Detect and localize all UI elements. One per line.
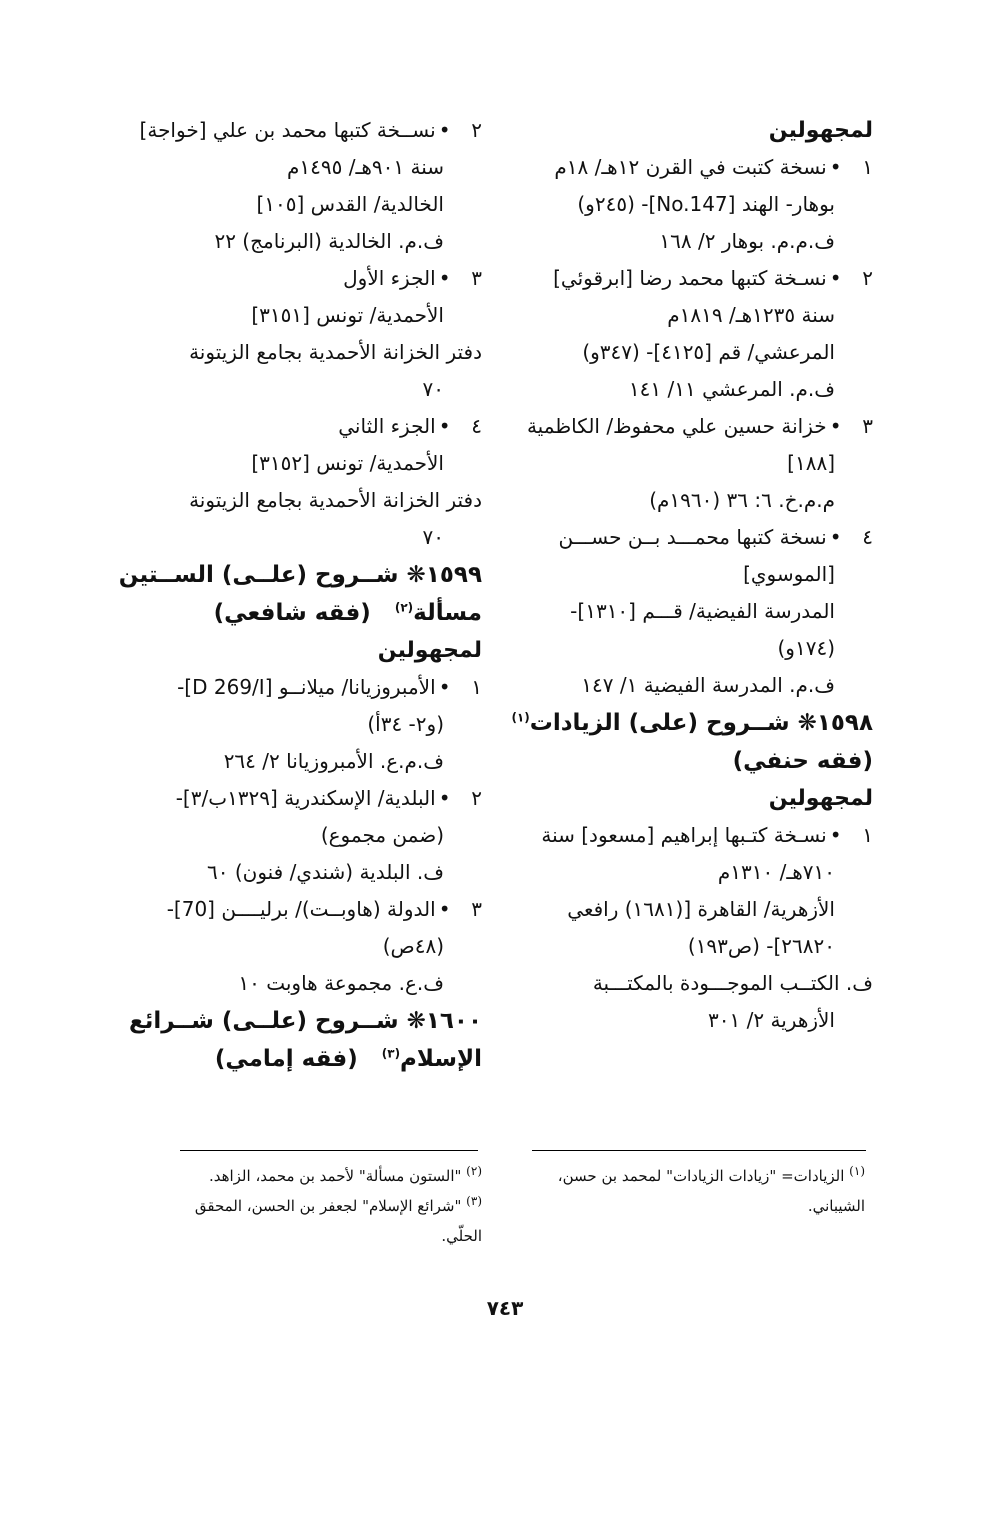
footnote: [520, 1191, 865, 1221]
detail-text: ف.م.م. بوهار ٢/ ١٦٨: [659, 229, 835, 253]
item-text: خزانة حسين علي محفوظ/ الكاظمية: [526, 414, 827, 438]
detail-text: المدرسة الفيضية/ قـــم [١٣١٠]-: [570, 599, 835, 623]
item-detail: [142, 371, 482, 408]
item-number: ١: [862, 823, 873, 847]
detail-text: سنة ١٢٣٥هـ/ ١٨١٩م: [667, 303, 835, 327]
item-text: الدولة (هاوبــت)/ برليــــن [70]-: [166, 897, 436, 921]
footnote-ref: (١): [511, 710, 530, 725]
item-detail: [528, 593, 873, 630]
item-detail: [142, 965, 482, 1002]
entry-title: [511, 704, 873, 742]
item-text: البلدية/ الإسكندرية [١٣٢٩ب/٣]-: [175, 786, 436, 810]
footnote: [150, 1161, 482, 1191]
bullet-icon: •: [438, 266, 451, 290]
detail-text: [١٨٨]: [787, 451, 835, 475]
detail-text: ٧١٠هـ/ ١٣١٠م: [717, 860, 835, 884]
detail-text: ف.م. المدرسة الفيضية ١/ ١٤٧: [581, 673, 835, 697]
detail-text: ف.ع. مجموعة هاوبت ١٠: [238, 971, 444, 995]
footnote-text: "الستون مسألة" لأحمد بن محمد، الزاهد.: [208, 1167, 462, 1185]
footnotes-right: [520, 1161, 865, 1221]
detail-text: الأحمدية/ تونس [٣١٥٢]: [251, 451, 444, 475]
footnote-text: "شرائع الإسلام" لجعفر بن الحسن، المحقق الحلّي.: [194, 1197, 482, 1245]
item-number: ٢: [862, 266, 873, 290]
footnote-ref: (٣): [381, 1046, 401, 1061]
bullet-icon: •: [438, 414, 451, 438]
item-detail: [528, 186, 873, 223]
detail-text: ٢٦٨٢٠]- (ص١٩٣): [687, 934, 835, 958]
item-detail: [142, 297, 482, 334]
list-item: [142, 780, 482, 817]
detail-text: ف.م.ع. الأمبروزيانا ٢/ ٢٦٤: [223, 749, 444, 773]
item-detail: [142, 743, 482, 780]
bullet-icon: •: [829, 823, 842, 847]
item-text: الجزء الأول: [343, 266, 436, 290]
footnote-ref: (٢): [394, 600, 414, 615]
detail-text: الخالدية/ القدس [١٠٥]: [256, 192, 444, 216]
item-detail: [528, 667, 873, 704]
entry-title: [118, 556, 482, 594]
footnote-rule-right: [532, 1150, 866, 1151]
item-text: نسخة كتبها محمـــد بــن حســـن: [558, 525, 827, 549]
item-detail: [142, 482, 482, 519]
footnote-mark: (٢): [466, 1164, 482, 1178]
item-detail: [142, 445, 482, 482]
item-detail: [528, 854, 873, 891]
item-detail: [142, 149, 482, 186]
section-heading: [528, 780, 873, 817]
detail-text: (١٧٤و): [777, 636, 835, 660]
item-detail: [528, 297, 873, 334]
list-item: [142, 891, 482, 928]
item-number: ٣: [862, 414, 873, 438]
heading-text: لمجهولين: [377, 638, 482, 663]
item-detail: [142, 854, 482, 891]
list-item: [528, 260, 873, 297]
item-detail: [528, 223, 873, 260]
item-text: نسـخة كتـبها إبراهيم [مسعود] سنة: [541, 823, 827, 847]
item-detail: [528, 445, 873, 482]
bullet-icon: •: [438, 897, 451, 921]
entry-title-cont: [142, 1040, 482, 1078]
detail-text: ف. الكتــب الموجـــودة بالمكتـــبة: [592, 971, 873, 995]
footnote-rule-left: [180, 1150, 478, 1151]
item-number: ٣: [471, 266, 482, 290]
heading-text: لمجهولين: [768, 118, 873, 143]
section-heading: [142, 632, 482, 669]
footnote-text: الشيباني.: [807, 1197, 865, 1215]
bullet-icon: •: [829, 155, 842, 179]
footnote-text: الزيادات= "زيادات الزيادات" لمحمد بن حسن،: [557, 1167, 845, 1185]
entry-text: (فقه حنفي): [732, 748, 873, 774]
item-text: نسـخة كتبها محمد رضا [ابرقوئي]: [553, 266, 827, 290]
item-detail: [142, 817, 482, 854]
list-item: [528, 149, 873, 186]
list-item: [142, 669, 482, 706]
item-detail: [142, 519, 482, 556]
list-item: [139, 112, 482, 149]
detail-text: دفتر الخزانة الأحمدية بجامع الزيتونة: [189, 488, 482, 512]
item-number: ١: [862, 155, 873, 179]
entry-text: ١٥٩٨❋ شــروح (على) الزيادات: [529, 710, 873, 736]
footnote-mark: (٣): [466, 1194, 482, 1208]
footnote: [150, 1191, 482, 1251]
list-item: [142, 408, 482, 445]
detail-text: المرعشي/ قم [٤١٢٥]- (٣٤٧و): [582, 340, 835, 364]
detail-text: [الموسوي]: [743, 562, 835, 586]
section-heading: [528, 112, 873, 149]
right-column: [511, 112, 873, 1039]
footnote-mark: (١): [849, 1164, 865, 1178]
item-number: ٤: [862, 525, 873, 549]
entry-text: ١٥٩٩❋ شــروح (علــى) الســتين: [118, 562, 482, 588]
item-detail: [142, 706, 482, 743]
list-item: [528, 817, 873, 854]
bullet-icon: •: [829, 266, 842, 290]
list-item: [528, 408, 873, 445]
bullet-icon: •: [438, 786, 451, 810]
item-text: نسخة كتبت في القرن ١٢هـ/ ١٨م: [554, 155, 827, 179]
entry-text: مسألة: [413, 600, 482, 626]
detail-text: الأحمدية/ تونس [٣١٥١]: [251, 303, 444, 327]
bullet-icon: •: [438, 118, 451, 142]
entry-subject: (فقه إمامي): [214, 1046, 382, 1072]
bullet-icon: •: [829, 525, 842, 549]
detail-text: (ضمن مجموع): [320, 823, 444, 847]
item-detail: [528, 891, 873, 928]
entry-title-cont: [528, 742, 873, 780]
list-item: [142, 260, 482, 297]
item-detail: [528, 334, 873, 371]
list-item: [528, 519, 873, 556]
entry-title: [129, 1002, 482, 1040]
entry-title-cont: [142, 594, 482, 632]
entry-subject: (فقه شافعي): [213, 600, 395, 626]
item-text: الأمبروزيانا/ ميلانــو [D 269/I]-: [177, 675, 436, 699]
item-detail: [528, 371, 873, 408]
detail-text: ف. البلدية (شندي/ فنون) ٦٠: [206, 860, 444, 884]
item-number: ٢: [471, 786, 482, 810]
item-number: ٣: [471, 897, 482, 921]
item-detail: [528, 556, 873, 593]
item-detail: [142, 928, 482, 965]
bullet-icon: •: [438, 675, 451, 699]
detail-text: ٧٠: [422, 377, 444, 401]
detail-text: بوهار- الهند [No.147]- (٢٤٥و): [577, 192, 835, 216]
detail-text: ف.م. الخالدية (البرنامج) ٢٢: [214, 229, 444, 253]
detail-text: الأزهرية ٢/ ٣٠١: [708, 1008, 835, 1032]
item-detail: [528, 928, 873, 965]
footnote: [520, 1161, 865, 1191]
item-detail: [142, 223, 482, 260]
item-detail: [528, 965, 873, 1002]
detail-text: (٤٨ص): [382, 934, 444, 958]
detail-text: (و٢- ٣٤أ): [367, 712, 444, 736]
item-detail: [528, 482, 873, 519]
detail-text: ٧٠: [422, 525, 444, 549]
detail-text: ف.م. المرعشي ١١/ ١٤١: [628, 377, 835, 401]
item-number: ٢: [471, 118, 482, 142]
item-detail: [142, 334, 482, 371]
detail-text: الأزهرية/ القاهرة [(١٦٨١) رافعي: [567, 897, 835, 921]
detail-text: دفتر الخزانة الأحمدية بجامع الزيتونة: [189, 340, 482, 364]
item-detail: [528, 1002, 873, 1039]
item-detail: [528, 630, 873, 667]
item-text: الجزء الثاني: [338, 414, 436, 438]
heading-text: لمجهولين: [768, 786, 873, 811]
footnotes-left: [150, 1161, 482, 1251]
item-number: ١: [471, 675, 482, 699]
item-number: ٤: [471, 414, 482, 438]
entry-text: الإسلام: [400, 1046, 482, 1072]
page-number: ٧٤٣: [486, 1296, 524, 1320]
left-column: [118, 112, 482, 1078]
bullet-icon: •: [829, 414, 842, 438]
entry-text: ١٦٠٠❋ شــروح (علــى) شــرائع: [129, 1008, 482, 1034]
detail-text: م.م.خ. ٦: ٣٦ (١٩٦٠م): [649, 488, 835, 512]
item-detail: [142, 186, 482, 223]
item-text: نســخة كتبها محمد بن علي [خواجة]: [139, 118, 436, 142]
detail-text: سنة ٩٠١هـ/ ١٤٩٥م: [287, 155, 444, 179]
